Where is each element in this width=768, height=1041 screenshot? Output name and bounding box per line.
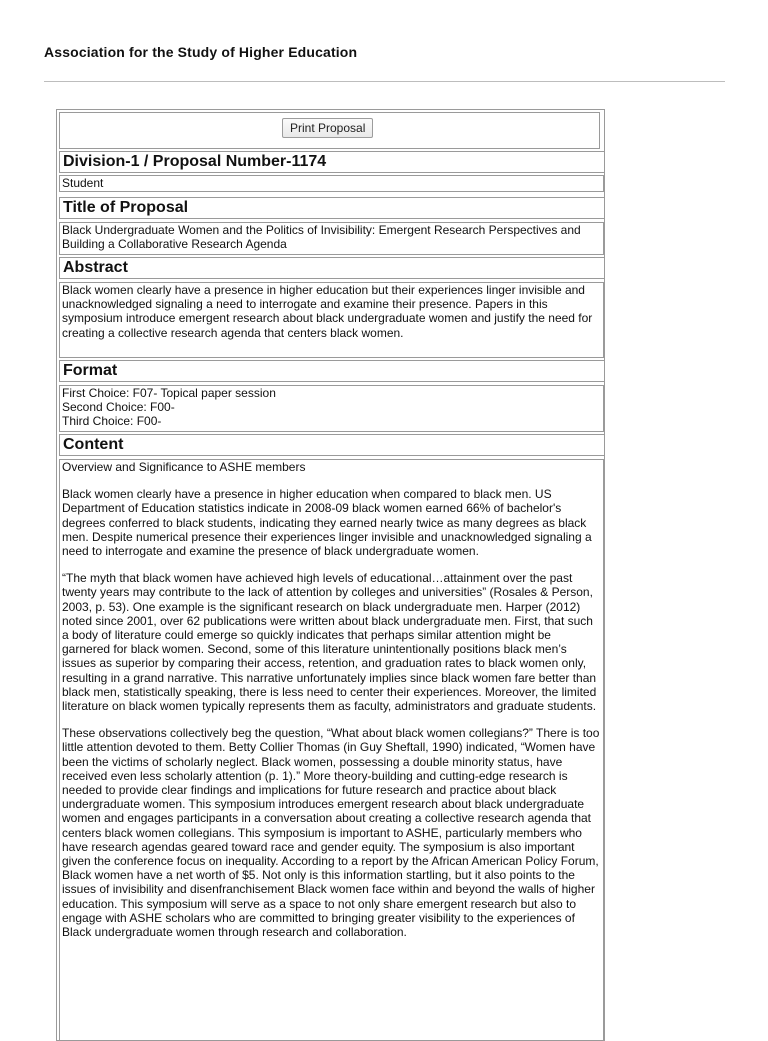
content-paragraph: “The myth that black women have achieved high levels of educational…attainment over the past twenty years may contribute to the lack of attention by colleges and universities” (Rosales & Person, 2003, p. 53). One example is the significant research on black undergraduate men. Harper (2012) noted since 2001, over 62 publications were written about black undergraduate men. First, that such a body of literature could emerge so quickly indicates that perhaps similar attention might be garnered for black women. Second, some of this literature unintentionally positions black men’s issues as superior by comparing their access, retention, and graduation rates to black women only, resulting in a grand narrative. This narrative unfortunately implies since black women fare better than black men, statistically speaking, there is less need to center their experiences. Moreover, the limited literature on black women typically represents them as faculty, administrators and graduate students. [62,571,597,714]
format-third-choice: Third Choice: F00- [62,414,162,429]
abstract-text: Black women clearly have a presence in higher education but their experiences linger invisible and unacknowledged signaling a need to interrogate and examine their presence. Papers in this symposium introduce emergent research about black undergraduate women and justify the need for creating a collective research agenda that centers black women. [59,282,604,358]
proposal-title: Black Undergraduate Women and the Politics of Invisibility: Emergent Research Perspectives and Building a Collaborative Research Agenda [59,222,604,255]
content-heading: Content [59,434,605,456]
format-choices [59,385,604,432]
title-heading: Title of Proposal [59,197,605,219]
format-first-choice: First Choice: F07- Topical paper session [62,386,276,400]
print-proposal-button[interactable]: Print Proposal [282,118,373,138]
proposal-category: Student [59,175,604,192]
content-body [59,459,604,1041]
content-subheading: Overview and Significance to ASHE members [62,460,306,474]
content-paragraph: These observations collectively beg the question, “What about black women collegians?” There is too little attention devoted to them. Betty Collier Thomas (in Guy Sheftall, 1990) indicated, “Women have been the victims of scholarly neglect. Black women, possessing a double minority status, have received even less scholarly attention (p. 1).” More theory-building and cutting-edge research is needed to provide clear findings and implications for future research and practice about black undergraduate women. This symposium introduces emergent research about black undergraduate women and engages participants in a conversation about creating a collective research agenda that centers black women collegians. This symposium is important to ASHE, particularly members who have research agendas geared toward race and gender equity. The symposium is also important given the conference focus on inequality. According to a report by the African American Policy Forum, Black women have a net worth of $5. Not only is this information startling, but it also points to the issues of invisibility and disenfranchisement Black women face within and beyond the walls of higher education. This symposium will serve as a space to not only share emergent research but also to engage with ASHE scholars who are committed to bringing greater visibility to the experiences of Black undergraduate women through research and collaboration. [62,726,600,940]
content-paragraph: Black women clearly have a presence in higher education when compared to black men. US Department of Education statistics indicate in 2008-09 black women earned 66% of bachelor's degrees conferred to black students, indicating they earned nearly twice as many degrees as black men. Despite numerical presence their experiences linger invisible and unacknowledged signaling a need to interrogate and examine the presence of black undergraduate women. [62,487,592,559]
format-heading: Format [59,360,605,382]
site-header: Association for the Study of Higher Education [44,44,358,60]
proposal-heading: Division-1 / Proposal Number-1174 [59,151,605,173]
print-row [59,112,600,149]
format-second-choice: Second Choice: F00- [62,400,175,415]
abstract-heading: Abstract [59,257,605,279]
proposal-table [56,109,605,1041]
header-divider [44,81,725,82]
